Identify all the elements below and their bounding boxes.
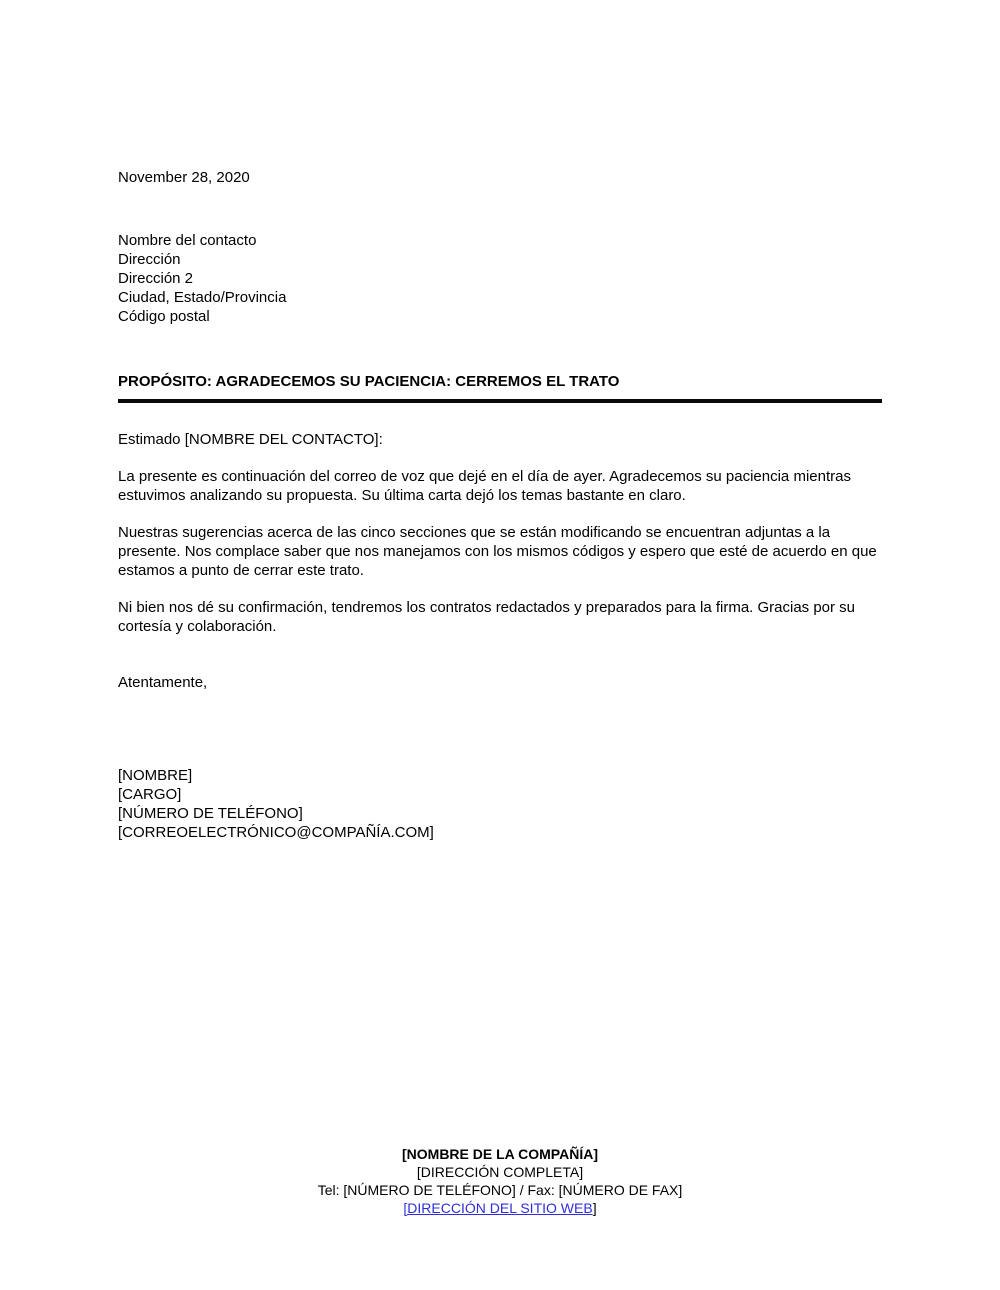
signature-phone: [NÚMERO DE TELÉFONO] (118, 805, 303, 822)
recipient-name: Nombre del contacto (118, 232, 257, 249)
letter-body (118, 0, 882, 842)
footer-website-line (0, 1199, 1000, 1217)
recipient-city-state: Ciudad, Estado/Provincia (118, 289, 287, 306)
subject-line: PROPÓSITO: AGRADECEMOS SU PACIENCIA: CERREMOS EL TRATO (118, 373, 620, 390)
signature-email: [CORREOELECTRÓNICO@COMPAÑÍA.COM] (118, 824, 434, 841)
signature-title: [CARGO] (118, 786, 182, 803)
closing-salutation: Atentamente, (118, 674, 208, 691)
footer-company-name: [NOMBRE DE LA COMPAÑÍA] (402, 1146, 598, 1162)
recipient-postal-code: Código postal (118, 308, 210, 325)
website-link[interactable]: [DIRECCIÓN DEL SITIO WEB (403, 1200, 593, 1216)
company-footer (0, 1145, 1000, 1217)
signature-name: [NOMBRE] (118, 767, 193, 784)
letter-date: November 28, 2020 (118, 169, 250, 186)
subject-divider-rule (118, 399, 882, 403)
recipient-address-block (118, 231, 882, 326)
footer-phone-fax: Tel: [NÚMERO DE TELÉFONO] / Fax: [NÚMERO DE FAX] (317, 1182, 683, 1198)
body-paragraph-3: Ni bien nos dé su confirmación, tendremos los contratos redactados y preparados para la firma. Gracias por su cortesía y colaboración. (118, 599, 856, 635)
signature-block (118, 766, 882, 842)
recipient-address-2: Dirección 2 (118, 270, 194, 287)
recipient-address-1: Dirección (118, 251, 181, 268)
body-paragraph-1: La presente es continuación del correo de voz que dejé en el día de ayer. Agradecemos su paciencia mientras estuvimos analizando su propuesta. Su última carta dejó los temas bastante en claro. (118, 468, 851, 504)
footer-company-address: [DIRECCIÓN COMPLETA] (416, 1164, 584, 1180)
website-link-closing-bracket: ] (592, 1200, 597, 1216)
body-paragraph-2: Nuestras sugerencias acerca de las cinco secciones que se están modificando se encuentran adjuntas a la presente. Nos complace saber que nos manejamos con los mismos códigos y espero que esté de acuerdo en que estamos a punto de cerrar este trato. (118, 524, 877, 579)
salutation: Estimado [NOMBRE DEL CONTACTO]: (118, 431, 383, 448)
